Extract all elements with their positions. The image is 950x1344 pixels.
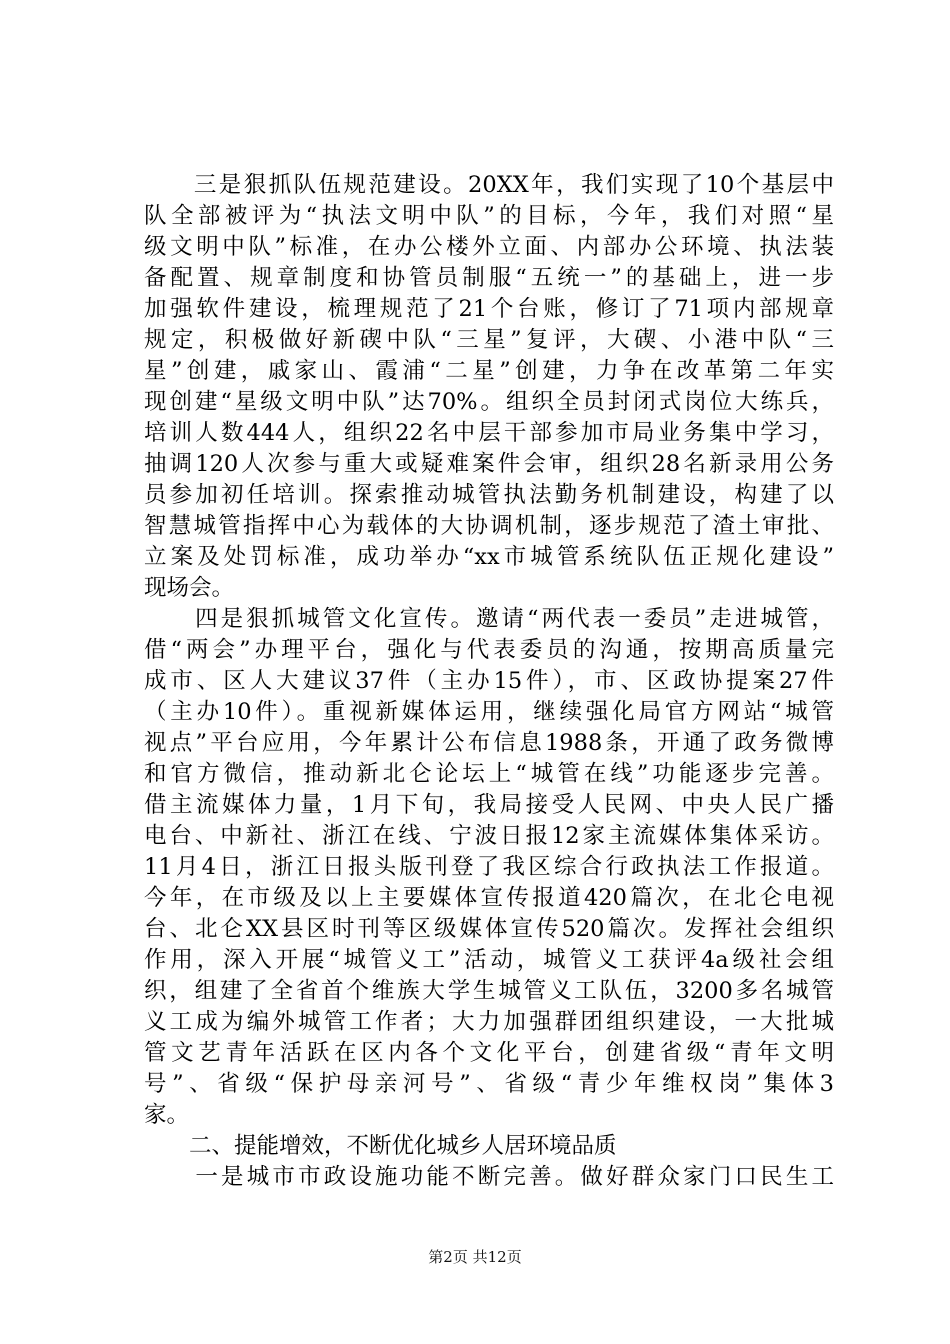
text-line: 台、北仑XX县区时刊等区级媒体宣传520篇次。发挥社会组织 <box>144 916 834 942</box>
text-line: 三是狠抓队伍规范建设。20XX年，我们实现了10个基层中 <box>144 172 834 198</box>
text-line: （主办10件）。重视新媒体运用，继续强化局官方网站“城管 <box>144 699 834 725</box>
text-line: 作用，深入开展“城管义工”活动，城管义工获评4a级社会组 <box>144 947 834 973</box>
text-line: 借“两会”办理平台，强化与代表委员的沟通，按期高质量完 <box>144 637 834 663</box>
text-line: 成市、区人大建议37件（主办15件），市、区政协提案27件 <box>144 668 834 694</box>
text-line: 11月4日，浙江日报头版刊登了我区综合行政执法工作报道。 <box>144 854 834 880</box>
text-line: 号”、省级“保护母亲河号”、省级“青少年维权岗”集体3 <box>144 1071 834 1097</box>
text-line: 备配置、规章制度和协管员制服“五统一”的基础上，进一步 <box>144 265 834 291</box>
section-heading: 二、提能增效，不断优化城乡人居环境品质 <box>144 1133 617 1159</box>
text-line: 和官方微信，推动新北仑论坛上“城管在线”功能逐步完善。 <box>144 761 834 787</box>
document-body <box>144 170 834 1193</box>
text-line: 级文明中队”标准，在办公楼外立面、内部办公环境、执法装 <box>144 234 834 260</box>
text-line: 立案及处罚标准，成功举办“xx市城管系统队伍正规化建设” <box>144 544 834 570</box>
text-line: 抽调120人次参与重大或疑难案件会审，组织28名新录用公务 <box>144 451 834 477</box>
text-line: 星”创建，戚家山、霞浦“二星”创建，力争在改革第二年实 <box>144 358 834 384</box>
text-line: 四是狠抓城管文化宣传。邀请“两代表一委员”走进城管， <box>144 606 834 632</box>
text-line: 智慧城管指挥中心为载体的大协调机制，逐步规范了渣土审批、 <box>144 513 834 539</box>
text-line: 规定，积极做好新碶中队“三星”复评，大碶、小港中队“三 <box>144 327 834 353</box>
text-line: 加强软件建设，梳理规范了21个台账，修订了71项内部规章 <box>144 296 834 322</box>
text-line: 电台、中新社、浙江在线、宁波日报12家主流媒体集体采访。 <box>144 823 834 849</box>
text-line: 一是城市市政设施功能不断完善。做好群众家门口民生工 <box>144 1164 834 1190</box>
text-line: 织，组建了全省首个维族大学生城管义工队伍，3200多名城管 <box>144 978 834 1004</box>
text-line: 员参加初任培训。探索推动城管执法勤务机制建设，构建了以 <box>144 482 834 508</box>
text-line: 现创建“星级文明中队”达70%。组织全员封闭式岗位大练兵， <box>144 389 834 415</box>
text-line: 现场会。 <box>144 575 235 601</box>
text-line: 今年，在市级及以上主要媒体宣传报道420篇次，在北仑电视 <box>144 885 834 911</box>
text-line: 义工成为编外城管工作者；大力加强群团组织建设，一大批城 <box>144 1009 834 1035</box>
text-line: 家。 <box>144 1102 190 1128</box>
text-line: 管文艺青年活跃在区内各个文化平台，创建省级“青年文明 <box>144 1040 834 1066</box>
text-line: 借主流媒体力量，1月下旬，我局接受人民网、中央人民广播 <box>144 792 834 818</box>
text-line: 视点”平台应用，今年累计公布信息1988条，开通了政务微博 <box>144 730 834 756</box>
text-line: 培训人数444人，组织22名中层干部参加市局业务集中学习， <box>144 420 834 446</box>
page-number-footer: 第2页 共12页 <box>428 1248 522 1266</box>
text-line: 队全部被评为“执法文明中队”的目标，今年，我们对照“星 <box>144 203 834 229</box>
